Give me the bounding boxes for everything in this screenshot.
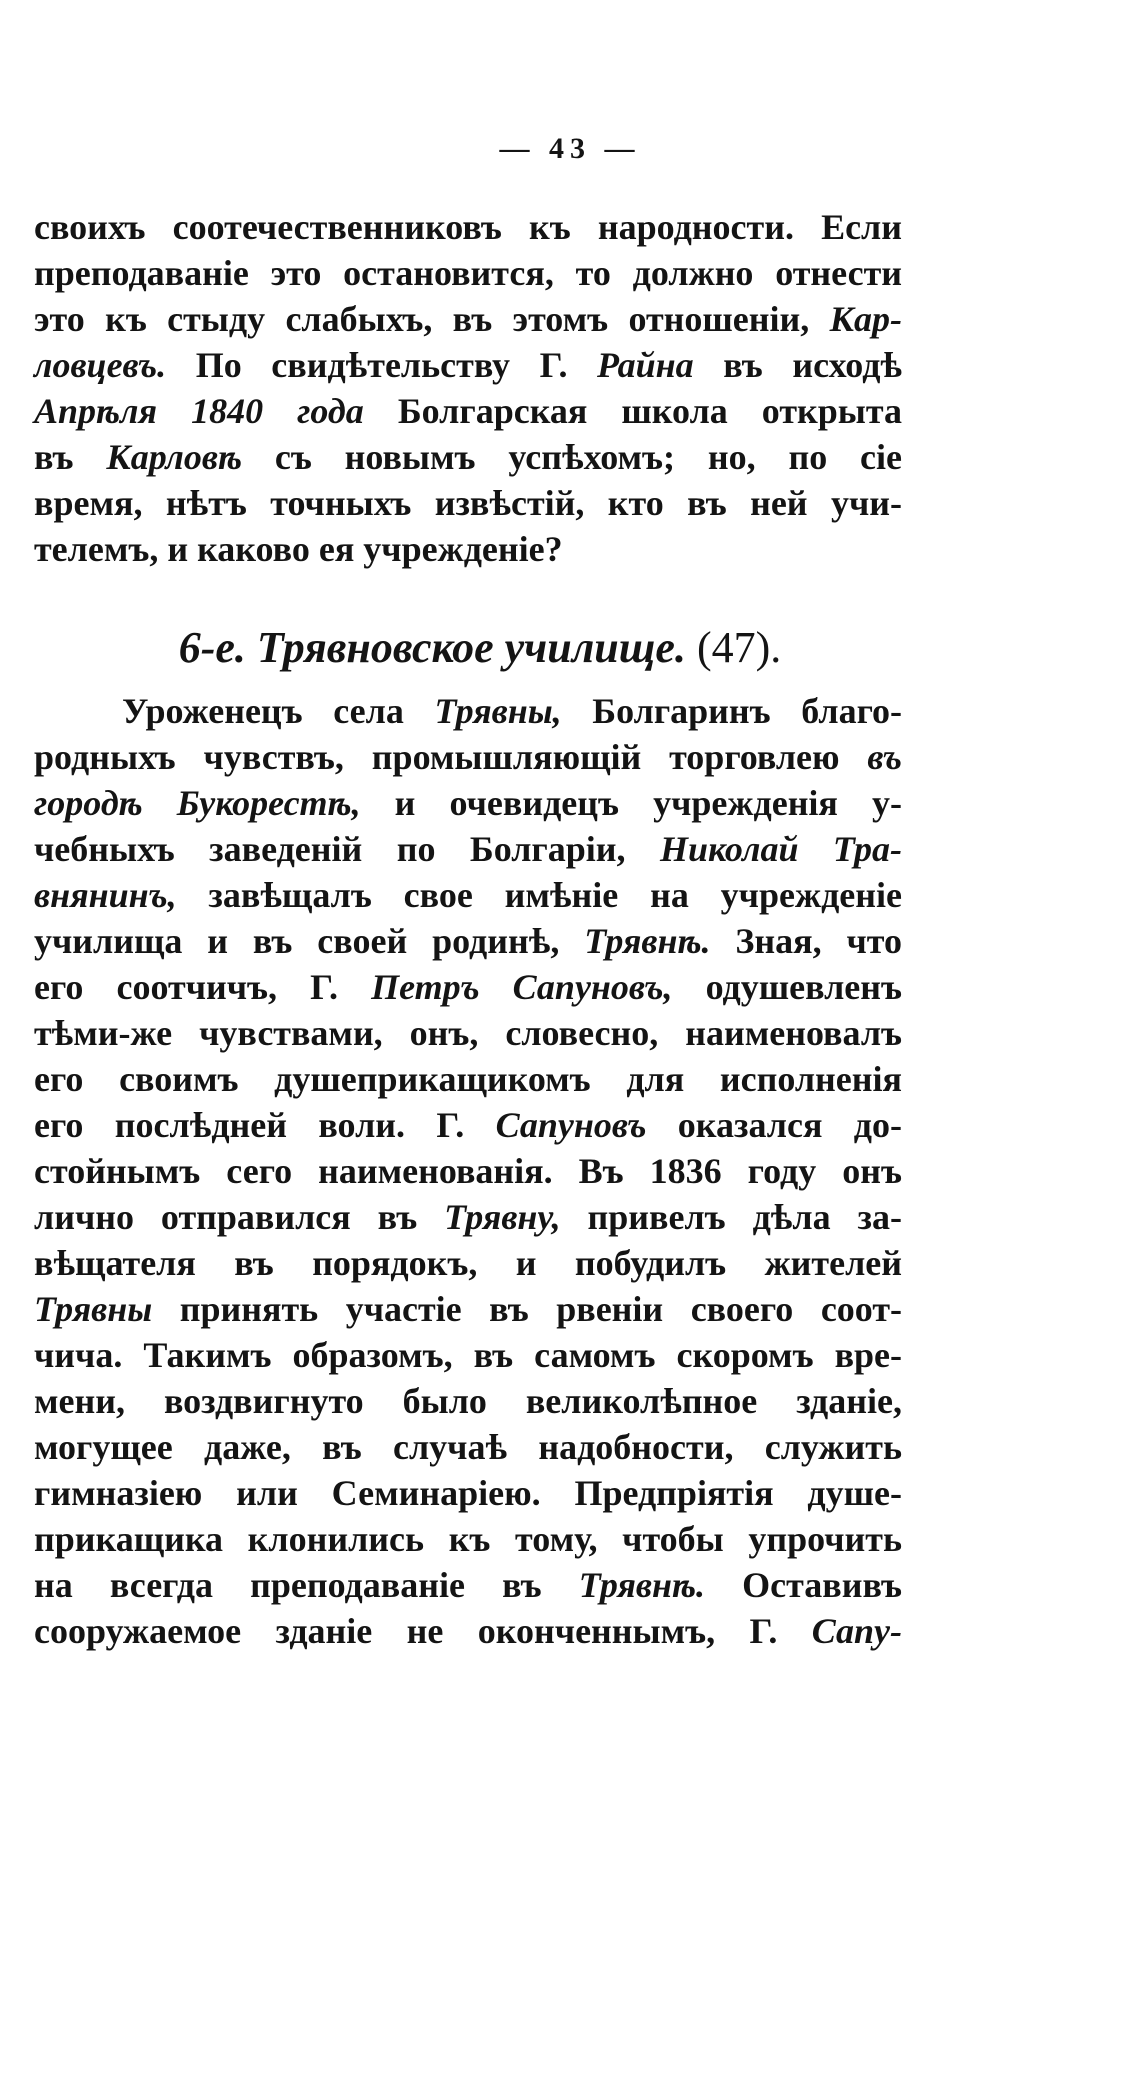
text-segment: принять участіе въ рвеніи своего соот-: [152, 1289, 902, 1329]
text-line: [34, 826, 902, 872]
text-segment: тѣми-же чувствами, онъ, словесно, наименовалъ: [34, 1013, 902, 1053]
italic-text: городѣ Букорестѣ,: [34, 783, 361, 823]
italic-text: Апрѣля 1840 года: [34, 391, 364, 431]
text-line: [34, 1516, 902, 1562]
text-segment: преподаваніе это остановится, то должно отнести: [34, 253, 902, 293]
text-line: [34, 1102, 902, 1148]
text-segment: телемъ, и каково ея учрежденіе?: [34, 529, 563, 569]
text-segment: его соотчичъ, Г.: [34, 967, 372, 1007]
text-segment: Уроженецъ села: [122, 691, 435, 731]
italic-text: Трявну,: [444, 1197, 561, 1237]
text-line: [34, 204, 902, 250]
text-line: [34, 388, 902, 434]
text-line: [34, 872, 902, 918]
text-segment: прикащика клонились къ тому, чтобы упрочить: [34, 1519, 902, 1559]
text-segment: завѣщалъ свое имѣніе на учрежденіе: [176, 875, 902, 915]
text-line: [34, 1286, 902, 1332]
text-line: [34, 734, 902, 780]
section-reference: (47).: [696, 623, 782, 672]
text-line: [34, 1148, 902, 1194]
text-line: [34, 1332, 902, 1378]
text-segment: его послѣдней воли. Г.: [34, 1105, 496, 1145]
text-line: [34, 296, 902, 342]
text-segment: По свидѣтельству Г.: [166, 345, 598, 385]
text-segment: гимназіею или Семинаріею. Предпріятія душе-: [34, 1473, 902, 1513]
section-number: 6-е.: [178, 623, 246, 672]
italic-text: Кар-: [829, 299, 902, 339]
section-title: Трявновское училище.: [256, 623, 686, 672]
text-line: [34, 526, 902, 572]
text-segment: вѣщателя въ порядокъ, и побудилъ жителей: [34, 1243, 902, 1283]
text-line: [34, 964, 902, 1010]
text-line: [34, 1470, 902, 1516]
text-line: [34, 1056, 902, 1102]
text-segment: своихъ соотечественниковъ къ народности. Если: [34, 207, 902, 247]
text-line: [34, 780, 902, 826]
italic-text: Сапуновъ: [495, 1105, 647, 1145]
text-line: [34, 480, 902, 526]
text-line: [34, 1562, 902, 1608]
text-segment: его своимъ душеприкащикомъ для исполненія: [34, 1059, 902, 1099]
text-line: [34, 434, 902, 480]
text-segment: Оставивъ: [705, 1565, 902, 1605]
text-segment: привелъ дѣла за-: [560, 1197, 903, 1237]
italic-text: въ: [867, 737, 902, 777]
text-line: [34, 1194, 902, 1240]
italic-text: Петръ Сапуновъ,: [371, 967, 673, 1007]
section-heading: [0, 620, 960, 676]
page-number: — 43 —: [499, 132, 641, 165]
text-segment: съ новымъ успѣхомъ; но, по сіе: [242, 437, 902, 477]
text-segment: одушевленъ: [672, 967, 903, 1007]
italic-text: Трявнѣ.: [584, 921, 711, 961]
paragraph-karlovo: [34, 204, 902, 572]
text-segment: лично отправился въ: [34, 1197, 445, 1237]
text-segment: родныхъ чувствъ, промышляющій торговлею: [34, 737, 868, 777]
italic-text: Сапу-: [811, 1611, 902, 1651]
text-segment: стойнымъ сего наименованія. Въ 1836 году онъ: [34, 1151, 902, 1191]
italic-text: ловцевъ.: [34, 345, 167, 385]
text-line: [34, 918, 902, 964]
text-line: [34, 688, 902, 734]
text-segment: чебныхъ заведеній по Болгаріи,: [34, 829, 660, 869]
text-line: [34, 1608, 902, 1654]
text-segment: училища и въ своей родинѣ,: [34, 921, 585, 961]
italic-text: Трявны: [34, 1289, 153, 1329]
italic-text: Трявны,: [434, 691, 562, 731]
text-segment: время, нѣтъ точныхъ извѣстій, кто въ ней учи-: [34, 483, 902, 523]
italic-text: внянинъ,: [34, 875, 177, 915]
text-line: [34, 1240, 902, 1286]
italic-text: Николай Тра-: [659, 829, 902, 869]
text-segment: Болгарская школа открыта: [363, 391, 902, 431]
text-line: [34, 342, 902, 388]
text-segment: и очевидецъ учрежденія у-: [360, 783, 903, 823]
text-segment: Зная, что: [710, 921, 902, 961]
text-segment: могущее даже, въ случаѣ надобности, служить: [34, 1427, 902, 1467]
text-line: [34, 250, 902, 296]
italic-text: Карловѣ: [106, 437, 242, 477]
text-segment: на всегда преподаваніе въ: [34, 1565, 579, 1605]
text-line: [34, 1010, 902, 1056]
text-segment: въ исходѣ: [693, 345, 903, 385]
text-segment: оказался до-: [646, 1105, 902, 1145]
text-segment: чича. Такимъ образомъ, въ самомъ скоромъ вре-: [34, 1335, 902, 1375]
text-line: [34, 1378, 902, 1424]
italic-text: Трявнѣ.: [578, 1565, 706, 1605]
paragraph-tryavna: [34, 688, 902, 1654]
text-segment: Болгаринъ благо-: [561, 691, 903, 731]
text-segment: мени, воздвигнуто было великолѣпное зданіе,: [34, 1381, 902, 1421]
text-line: [34, 1424, 902, 1470]
text-segment: въ: [34, 437, 107, 477]
text-segment: это къ стыду слабыхъ, въ этомъ отношеніи,: [34, 299, 830, 339]
italic-text: Райна: [597, 345, 694, 385]
text-segment: сооружаемое зданіе не оконченнымъ, Г.: [34, 1611, 812, 1651]
